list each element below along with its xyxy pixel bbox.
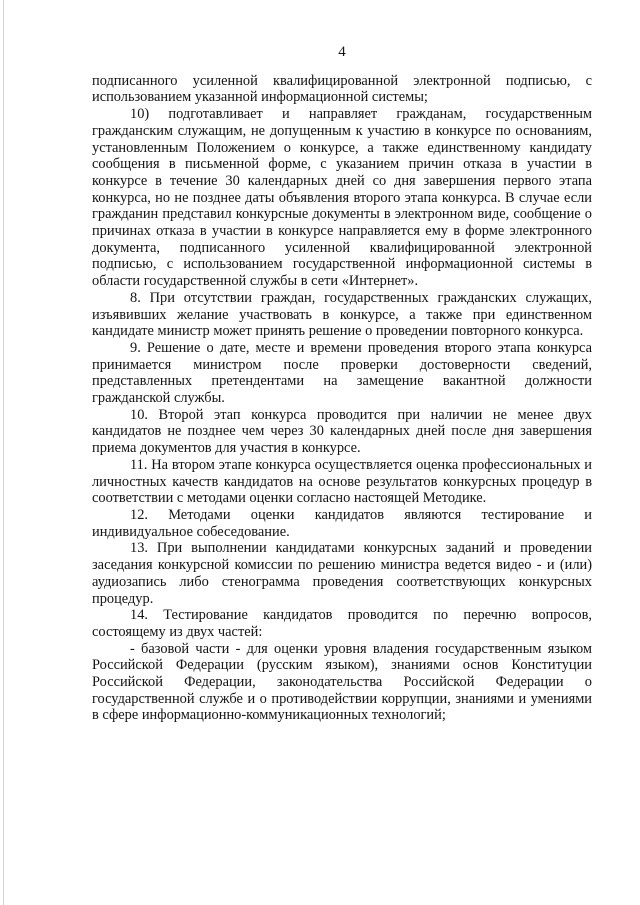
scan-edge-line	[3, 0, 4, 905]
paragraph-14-base-part: - базовой части - для оценки уровня владения государственным языком Российской Федерации (русским языком), знаниями основ Конституции Российской Федерации, законодательства Российской Федерации о государственной службе и о противодействии коррупции, знаниями и умениями в сфере информационно-коммуникационных технологий;	[92, 640, 592, 724]
paragraph-12: 12. Методами оценки кандидатов являются тестирование и индивидуальное собеседование.	[92, 506, 592, 540]
paragraph-9: 9. Решение о дате, месте и времени проведения второго этапа конкурса принимается министром после проверки достоверности сведений, представленных претендентами на замещение вакантной должности гражданской службы.	[92, 339, 592, 407]
paragraph-10: 10. Второй этап конкурса проводится при наличии не менее двух кандидатов не позднее чем через 30 календарных дней после дня завершения приема документов для участия в конкурсе.	[92, 406, 592, 457]
paragraph-14: 14. Тестирование кандидатов проводится по перечню вопросов, состоящему из двух частей:	[92, 607, 592, 640]
paragraph-13: 13. При выполнении кандидатами конкурсных заданий и проведении заседания конкурсной комиссии по решению министра ведется видео - и (или) аудиозапись либо стенограмма проведения соответствующих конкурсных процедур.	[92, 540, 592, 607]
paragraph-item-10: 10) подготавливает и направляет гражданам, государственным гражданским служащим, не допущенным к участию в конкурсе по основаниям, установленным Положением о конкурсе, а также единственному кандидату сообщения в письменной форме, с указанием причин отказа в участии в конкурсе в течение 30 календарных дней со дня завершения первого этапа конкурса, но не позднее даты объявления второго этапа конкурса. В случае если гражданин представил конкурсные документы в электронном виде, сообщение о причинах отказа в участии в конкурсе направляется ему в форме электронного документа, подписанного усиленной квалифицированной электронной подписью, с использованием государственной информационной системы в области государственной службы в сети «Интернет».	[92, 106, 592, 290]
paragraph-11: 11. На втором этапе конкурса осуществляется оценка профессиональных и личностных качеств кандидатов на основе результатов конкурсных процедур в соответствии с методами оценки согласно настоящей Методике.	[92, 456, 592, 507]
paragraph-continuation: подписанного усиленной квалифицированной электронной подписью, с использованием указанной информационной системы;	[92, 72, 592, 106]
paragraph-8: 8. При отсутствии граждан, государственных гражданских служащих, изъявивших желание участвовать в конкурсе, а также при единственном кандидате министр может принять решение о проведении повторного конкурса.	[92, 289, 592, 340]
page-number: 4	[338, 44, 346, 60]
document-page	[92, 44, 592, 724]
